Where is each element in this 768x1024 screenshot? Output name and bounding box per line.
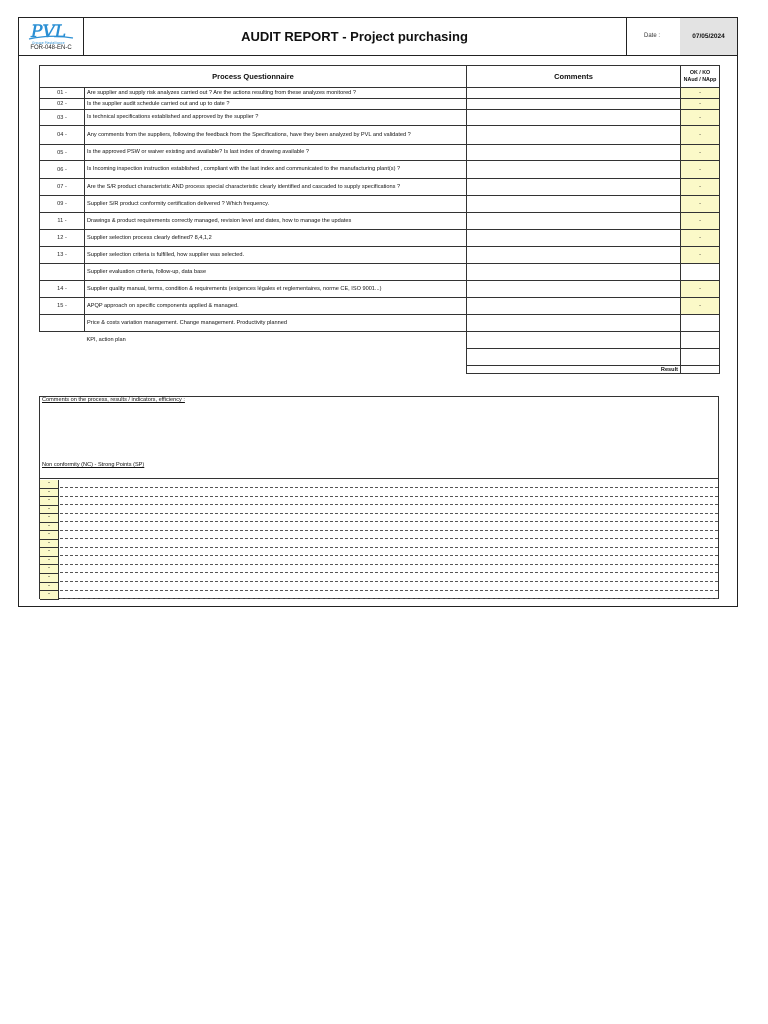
result-cell[interactable]: - [681,110,720,126]
table-row [40,315,720,332]
nc-item-key: - [40,489,59,498]
nc-item-key: - [40,480,59,489]
pvl-logo [28,21,74,45]
question-number: 07 - [40,179,85,196]
nc-item[interactable] [40,489,718,498]
col-ok-line2: NAud / NApp [683,76,717,83]
table-row [40,247,720,264]
question-number: 09 - [40,196,85,213]
comments-box [39,396,719,599]
nc-item-key: - [40,565,59,574]
question-number: 11 - [40,213,85,230]
question-text: Is the approved PSW or waiver existing and available? Is last index of drawing available ? [85,145,467,161]
question-text: Are the S/R product characteristic AND process special characteristic clearly identified and cascaded to supply specifications ? [85,179,467,196]
table-row [40,213,720,230]
nc-item-key: - [40,591,59,600]
table-row [40,161,720,179]
comment-cell[interactable] [467,281,681,298]
question-text: APQP approach on specific components applied & managed. [85,298,467,315]
table-row [40,110,720,126]
nc-list [40,480,718,600]
comment-cell[interactable] [467,298,681,315]
col-header-ok-ko [681,66,720,88]
kpi-result-cell[interactable] [681,332,720,349]
kpi-comment-cell[interactable] [467,332,681,349]
nc-item-key: - [40,574,59,583]
nc-item[interactable] [40,583,718,592]
date-label: Date : [626,18,680,55]
comments-title: Comments on the process, results / indicators, efficiency : [42,397,185,403]
question-text: Supplier selection process clearly defined? 8,4,1,2 [85,230,467,247]
nc-item-key: - [40,497,59,506]
result-cell[interactable]: - [681,213,720,230]
question-text: Any comments from the suppliers, following the feedback from the Specifications, have they been analyzed by PVL and validated ? [85,126,467,145]
question-text: Are supplier and supply risk analyzes carried out ? Are the actions resulting from these analyzes monitored ? [85,88,467,99]
question-number: 14 - [40,281,85,298]
process-questionnaire-table [39,65,720,374]
result-cell[interactable]: - [681,230,720,247]
question-text: Price & costs variation management. Change management. Productivity planned [85,315,467,332]
question-number: 05 - [40,145,85,161]
extra-comment-cell[interactable] [467,349,681,366]
nc-title: Non conformity (NC) - Strong Points (SP) [42,462,145,468]
comment-cell[interactable] [467,145,681,161]
result-cell[interactable]: - [681,281,720,298]
question-text: Supplier evaluation criteria, follow-up, data base [85,264,467,281]
table-row [40,99,720,110]
result-row [40,366,720,374]
question-text: Is technical specifications established and approved by the supplier ? [85,110,467,126]
table-row [40,264,720,281]
result-cell[interactable] [681,315,720,332]
question-text: Is the supplier audit schedule carried out and up to date ? [85,99,467,110]
nc-item[interactable] [40,523,718,532]
nc-item-key: - [40,506,59,515]
nc-item[interactable] [40,540,718,549]
report-header [19,18,737,56]
nc-item[interactable] [40,591,718,600]
kpi-row [40,332,720,349]
question-number: 01 - [40,88,85,99]
comment-cell[interactable] [467,161,681,179]
result-cell[interactable]: - [681,179,720,196]
result-cell[interactable]: - [681,88,720,99]
nc-item[interactable] [40,574,718,583]
result-value-cell[interactable] [681,366,720,374]
result-cell[interactable]: - [681,247,720,264]
table-row [40,145,720,161]
question-number: 15 - [40,298,85,315]
nc-item[interactable] [40,480,718,489]
nc-item-line [60,598,718,599]
question-number: 04 - [40,126,85,145]
result-cell[interactable]: - [681,145,720,161]
comment-cell[interactable] [467,196,681,213]
comment-cell[interactable] [467,179,681,196]
result-cell[interactable]: - [681,126,720,145]
nc-item-key: - [40,531,59,540]
comment-cell[interactable] [467,230,681,247]
comment-cell[interactable] [467,264,681,281]
comment-cell[interactable] [467,99,681,110]
table-row [40,88,720,99]
nc-item[interactable] [40,565,718,574]
comment-cell[interactable] [467,88,681,99]
col-header-comments: Comments [467,66,681,88]
comment-cell[interactable] [467,213,681,230]
nc-item[interactable] [40,497,718,506]
kpi-text: KPI, action plan [86,336,126,343]
question-text: Supplier selection criteria is fulfilled, how supplier was selected. [85,247,467,264]
date-value[interactable]: 07/05/2024 [680,18,737,55]
result-cell[interactable]: - [681,196,720,213]
nc-item[interactable] [40,548,718,557]
nc-item[interactable] [40,531,718,540]
nc-item[interactable] [40,514,718,523]
table-row [40,281,720,298]
comment-cell[interactable] [467,315,681,332]
question-text: Supplier quality manual, terms, condition & requirements (exigences légales et reglementaires, norme CE, ISO 9001...) [85,281,467,298]
question-number: 03 - [40,110,85,126]
nc-item-key: - [40,514,59,523]
comment-cell[interactable] [467,110,681,126]
page-title: AUDIT REPORT - Project purchasing [241,29,468,44]
question-number: 02 - [40,99,85,110]
blank-row [40,349,720,366]
comment-cell[interactable] [467,247,681,264]
question-text: Is Incoming inspection instruction established , compliant with the last index and communicated to the manufacturing plant(s) ? [85,161,467,179]
audit-report-sheet [18,17,738,607]
result-cell[interactable]: - [681,161,720,179]
nc-item[interactable] [40,557,718,566]
question-text: Supplier S/R product conformity certification delivered ? Which frequency. [85,196,467,213]
question-number [40,315,85,332]
table-row [40,230,720,247]
nc-divider [40,478,718,479]
result-cell[interactable]: - [681,99,720,110]
nc-item-key: - [40,583,59,592]
question-number: 12 - [40,230,85,247]
table-row [40,298,720,315]
nc-item-key: - [40,540,59,549]
logo-cell [19,18,84,55]
table-row [40,196,720,213]
result-label: Result [467,366,681,374]
extra-result-cell[interactable] [681,349,720,366]
question-text: Drawings & product requirements correctly managed, revision level and dates, how to manage the updates [85,213,467,230]
result-cell[interactable] [681,264,720,281]
nc-item-key: - [40,557,59,566]
col-header-process: Process Questionnaire [40,66,467,88]
nc-item-key: - [40,523,59,532]
question-number: 13 - [40,247,85,264]
nc-item[interactable] [40,506,718,515]
col-ok-line1: OK / KO [689,69,711,76]
question-number: 06 - [40,161,85,179]
table-row [40,126,720,145]
svg-text:PVL: PVL [31,22,67,42]
result-cell[interactable]: - [681,298,720,315]
nc-item-key: - [40,548,59,557]
question-number [40,264,85,281]
logo-subtext: Groupe Plastalliance [32,41,65,45]
form-code: FOR-048-EN-C [30,45,72,51]
comment-cell[interactable] [467,126,681,145]
table-row [40,179,720,196]
